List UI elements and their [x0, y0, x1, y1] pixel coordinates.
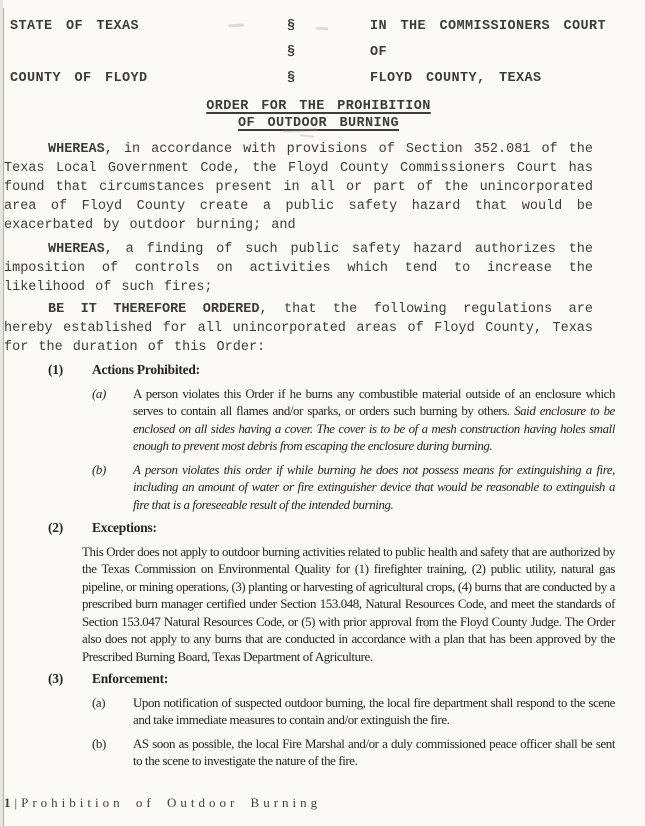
caption-court-line-3: FLOYD COUNTY, TEXAS [370, 71, 542, 86]
subsection-text-roman: Upon notification of suspected outdoor burning, the local fire department shall respond to the scene and take immediate measures to contain and/or extinguish the fire. [133, 695, 615, 727]
recital-text: , a finding of such public safety hazard authorizes the imposition of controls on activities which tend to increase the likelihood of such fires; [4, 242, 593, 295]
subsection-text [133, 736, 615, 771]
section-number: (3) [48, 671, 64, 686]
scan-smudge [316, 27, 328, 31]
section-title: Enforcement: [92, 671, 169, 686]
recital-text: , that the following regulations are hereby established for all unincorporated areas of Floyd County, Texas for the duration of this Order: [4, 302, 593, 355]
footer-separator: | [14, 795, 22, 810]
page-number: 1 [4, 795, 15, 810]
document-title [24, 98, 613, 132]
scan-smudge [283, 128, 317, 133]
recital-text: , in accordance with provisions of Section 352.081 of the Texas Local Government Code, the Floyd County Commissioners Court has found that circumstances present in all or part of the unincorporated area of Floyd County create a public safety hazard that would be exacerbated by outdoor burning; and [4, 142, 593, 233]
subsection-text-roman: A person violates this Order if he burns any combustible material outside of an enclosure which serves to contain all flames and/or sparks, or orders such burning by others. [133, 386, 615, 418]
subsection-text [133, 462, 615, 515]
title-line-1: ORDER FOR THE PROHIBITION [206, 99, 431, 114]
page-footer [4, 795, 321, 811]
recital-paragraph-2 [4, 240, 593, 297]
section-enforcement [0, 670, 645, 771]
caption-court-line-2: OF [370, 45, 388, 60]
section-symbol: § [287, 19, 296, 34]
subsection-1b [92, 462, 615, 515]
section-heading [48, 670, 615, 688]
exceptions-text: This Order does not apply to outdoor burning activities related to public health and safety that are authorized by the Texas Commission on Environmental Quality for (1) firefighter training, (2) public utility, natural gas pipeline, or mining operations, (3) planting or harvesting of agricultural crops, (4) burns that are conducted by a prescribed burn manager certified under Section 153.048, Natural Resources Code, and meet the standards of Section 153.047 Natural Resources Code, or (5) with prior approval from the Floyd County Judge. The Order also does not apply to any burns that are conducted in accordance with a plan that has been approved by the Prescribed Burning Board, Texas Department of Agriculture. [82, 544, 615, 664]
subsection-1a [92, 386, 615, 456]
subsection-3b [92, 736, 615, 771]
caption-row [10, 66, 637, 92]
scan-edge-line [3, 8, 4, 826]
subsection-label: (a) [92, 386, 106, 401]
caption-state: STATE OF TEXAS [10, 19, 140, 34]
recital-paragraph-1 [4, 140, 593, 235]
caption-county: COUNTY OF FLOYD [10, 71, 148, 86]
footer-title: Prohibition of Outdoor Burning [21, 795, 322, 810]
caption-blank [10, 40, 287, 66]
subsection-text [133, 695, 615, 730]
section-heading [48, 361, 615, 379]
scan-smudge [300, 134, 314, 137]
subsection-text-italic: A person violates this order if while burning he does not possess means for extinguishing a fire, including an amount of water or fire extinguisher device that would be reasonable to extinguish a fire that is a foreseeable result of the intended burning. [133, 462, 615, 512]
section-title: Exceptions: [92, 520, 157, 535]
subsection-3a [92, 695, 615, 730]
section-symbol: § [287, 71, 296, 86]
subsection-text-roman: AS soon as possible, the local Fire Marshal and/or a duly commissioned peace officer shall be sent to the scene to investigate the nature of the fire. [133, 736, 615, 768]
caption-row [10, 40, 637, 66]
recital-lead: WHEREAS [48, 242, 105, 257]
case-caption [10, 14, 637, 92]
caption-court-line-1: IN THE COMMISSIONERS COURT [370, 19, 607, 34]
recital-lead: BE IT THEREFORE ORDERED [48, 302, 260, 317]
title-line-2: OF OUTDOOR BURNING [237, 116, 400, 131]
subsection-text-italic: Said enclosure to be enclosed on all sides having a cover. The cover is to be of a mesh construction having holes small enough to prevent most debris from escaping the enclosure during burning. [133, 404, 615, 453]
section-exceptions [0, 519, 645, 666]
ordering-paragraph [4, 300, 593, 357]
section-number: (2) [48, 520, 64, 535]
subsection-label: (a) [92, 695, 106, 710]
subsection-label: (b) [92, 462, 106, 477]
section-heading [48, 519, 615, 537]
recital-lead: WHEREAS [48, 142, 105, 157]
subsection-text [133, 386, 615, 456]
section-symbol: § [287, 45, 296, 60]
section-number: (1) [48, 362, 64, 377]
subsection-label: (b) [92, 736, 106, 751]
section-actions-prohibited [0, 361, 645, 514]
section-title: Actions Prohibited: [92, 362, 200, 377]
